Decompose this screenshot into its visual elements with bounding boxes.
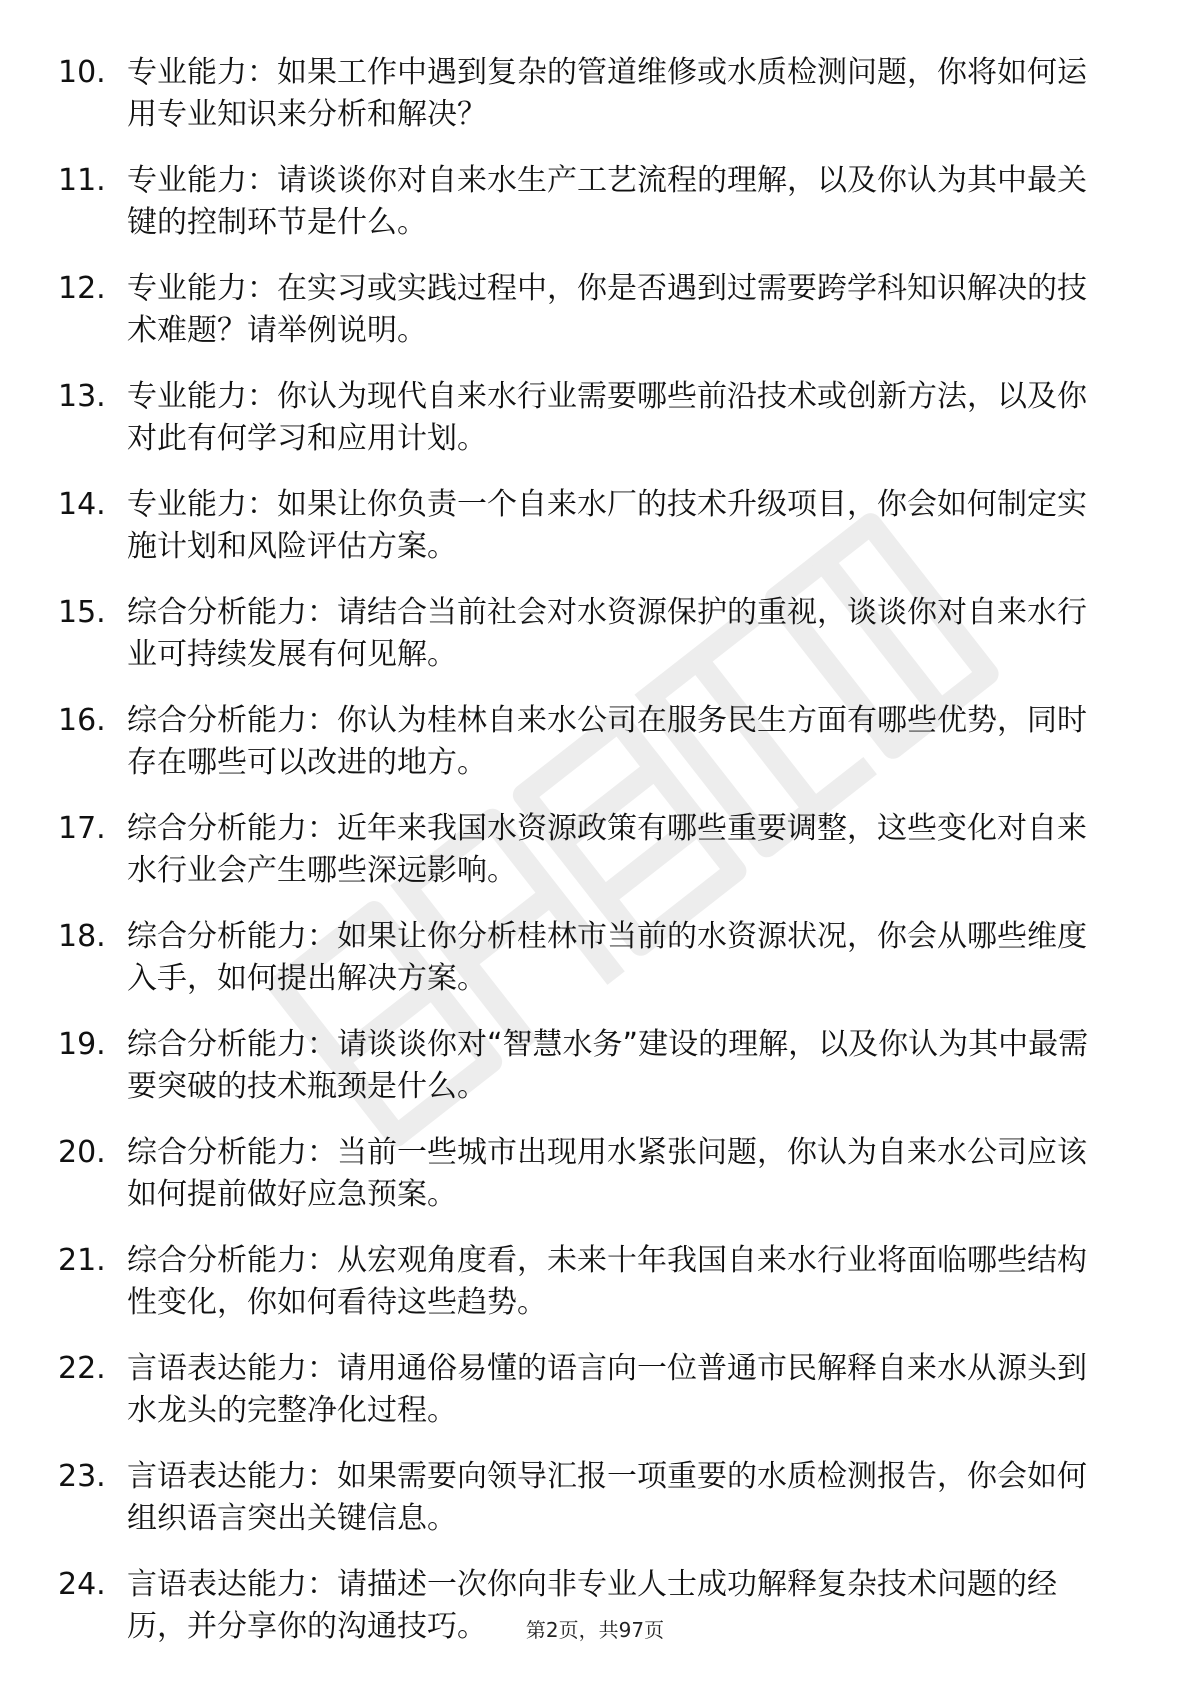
question-text: 综合分析能力：请结合当前社会对水资源保护的重视，谈谈你对自来水行业可持续发展有何见解。	[127, 595, 1087, 672]
question-number: 15.	[58, 595, 106, 630]
question-item	[0, 700, 1190, 784]
question-number: 24.	[58, 1567, 106, 1602]
question-item	[0, 268, 1190, 352]
question-item	[0, 808, 1190, 892]
question-text: 综合分析能力：近年来我国水资源政策有哪些重要调整，这些变化对自来水行业会产生哪些深远影响。	[127, 811, 1087, 888]
question-number: 13.	[58, 379, 106, 414]
question-text: 言语表达能力：如果需要向领导汇报一项重要的水质检测报告，你会如何组织语言突出关键信息。	[127, 1459, 1087, 1536]
question-item	[0, 592, 1190, 676]
question-number: 14.	[58, 487, 106, 522]
question-item	[0, 1024, 1190, 1108]
question-text: 专业能力：如果让你负责一个自来水厂的技术升级项目，你会如何制定实施计划和风险评估方案。	[127, 487, 1087, 564]
question-number: 21.	[58, 1243, 106, 1278]
question-text: 专业能力：请谈谈你对自来水生产工艺流程的理解，以及你认为其中最关键的控制环节是什么。	[127, 163, 1087, 240]
question-item	[0, 916, 1190, 1000]
question-item	[0, 376, 1190, 460]
question-item	[0, 160, 1190, 244]
question-list	[0, 52, 1190, 1672]
page-footer	[0, 1616, 1190, 1644]
question-item	[0, 1456, 1190, 1540]
question-item	[0, 484, 1190, 568]
question-number: 12.	[58, 271, 106, 306]
question-item	[0, 52, 1190, 136]
question-text: 专业能力：你认为现代自来水行业需要哪些前沿技术或创新方法，以及你对此有何学习和应用计划。	[127, 379, 1087, 456]
question-number: 19.	[58, 1027, 106, 1062]
question-number: 20.	[58, 1135, 106, 1170]
question-text: 言语表达能力：请用通俗易懂的语言向一位普通市民解释自来水从源头到水龙头的完整净化过程。	[127, 1351, 1087, 1428]
question-number: 11.	[58, 163, 106, 198]
question-text: 综合分析能力：当前一些城市出现用水紧张问题，你认为自来水公司应该如何提前做好应急预案。	[127, 1135, 1087, 1212]
page-number-label: 第2页，共97页	[525, 1618, 665, 1642]
question-text: 专业能力：如果工作中遇到复杂的管道维修或水质检测问题，你将如何运用专业知识来分析和解决？	[127, 55, 1087, 132]
question-text: 综合分析能力：如果让你分析桂林市当前的水资源状况，你会从哪些维度入手，如何提出解决方案。	[127, 919, 1087, 996]
question-text: 专业能力：在实习或实践过程中，你是否遇到过需要跨学科知识解决的技术难题？请举例说明。	[127, 271, 1087, 348]
question-number: 23.	[58, 1459, 106, 1494]
question-text: 综合分析能力：你认为桂林自来水公司在服务民生方面有哪些优势，同时存在哪些可以改进的地方。	[127, 703, 1087, 780]
question-item	[0, 1348, 1190, 1432]
question-number: 22.	[58, 1351, 106, 1386]
question-number: 10.	[58, 55, 106, 90]
question-item	[0, 1132, 1190, 1216]
question-number: 16.	[58, 703, 106, 738]
question-text: 言语表达能力：请描述一次你向非专业人士成功解释复杂技术问题的经历，并分享你的沟通技巧。	[127, 1567, 1057, 1644]
question-number: 18.	[58, 919, 106, 954]
question-text: 综合分析能力：从宏观角度看，未来十年我国自来水行业将面临哪些结构性变化，你如何看待这些趋势。	[127, 1243, 1087, 1320]
question-number: 17.	[58, 811, 106, 846]
question-text: 综合分析能力：请谈谈你对“智慧水务”建设的理解，以及你认为其中最需要突破的技术瓶颈是什么。	[127, 1027, 1089, 1104]
question-item	[0, 1240, 1190, 1324]
